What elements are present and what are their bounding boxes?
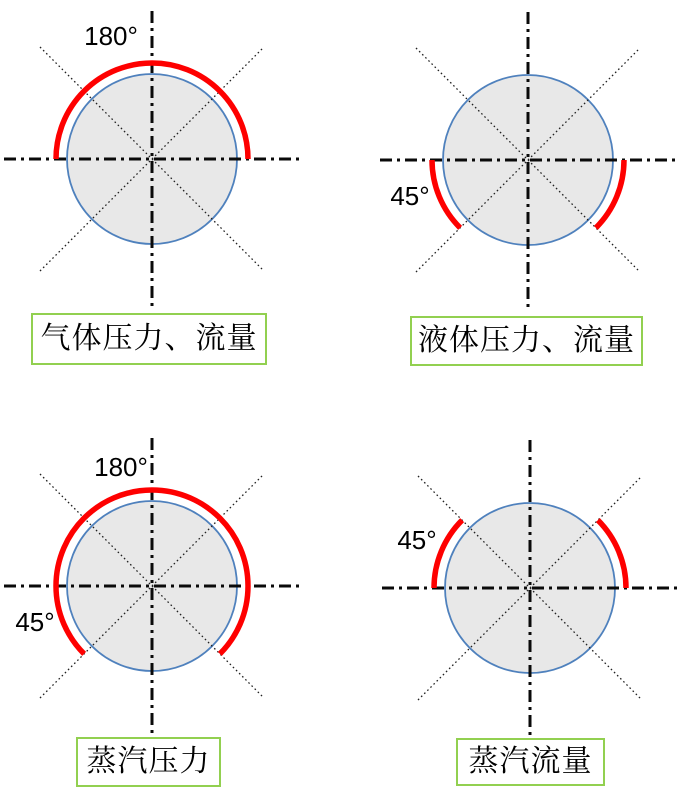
panel-steam-flow [382,440,678,736]
angle-label: 45° [390,181,430,211]
panel-steam-pressure [4,438,300,734]
angle-label: 45° [15,607,55,637]
caption-gas-pressure-flow: 气体压力、流量 [31,313,267,365]
panel-gas-pressure-flow [4,11,300,307]
caption-steam-flow: 蒸汽流量 [456,738,605,786]
angle-label: 180° [94,452,148,482]
panel-liquid-pressure-flow [380,12,676,308]
angle-label: 180° [84,21,138,51]
caption-liquid-pressure-flow: 液体压力、流量 [410,316,643,366]
angle-label: 45° [397,525,437,555]
caption-steam-pressure: 蒸汽压力 [76,737,221,787]
